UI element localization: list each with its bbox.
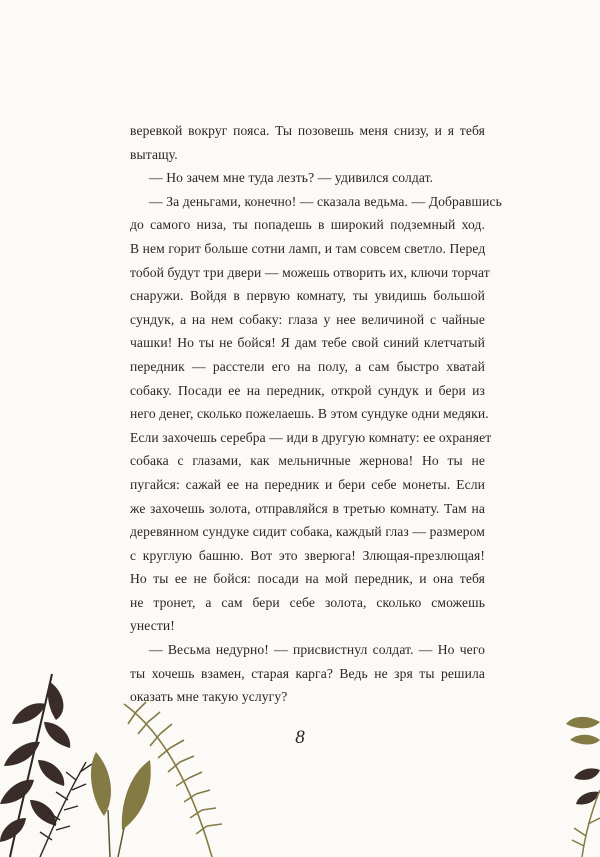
leaf-branch-icon xyxy=(560,700,600,857)
text-line: собаку. Посади ее на передник, открой сундук и бери из xyxy=(130,382,485,398)
text-line: оказать мне такую услугу? xyxy=(130,689,288,705)
leaf-branch-icon xyxy=(0,660,230,857)
text-line: В нем горит больше сотни ламп, и там совсем светло. Перед xyxy=(130,240,486,256)
text-line: ты хочешь взамен, старая карга? Ведь не зря ты решила xyxy=(130,665,485,681)
text-line: — Весьма недурно! — присвистнул солдат. — Но чего xyxy=(149,642,485,658)
text-line: же захочешь золота, отправляйся в третью комнату. Там на xyxy=(130,500,485,516)
text-line: веревкой вокруг пояса. Ты позовешь меня снизу, и я тебя xyxy=(130,123,485,138)
text-line: снаружи. Войдя в первую комнату, ты увидишь большой xyxy=(130,288,485,304)
text-line: передник — расстели его на полу, а сам быстро хватай xyxy=(130,358,485,374)
text-line: с круглую башню. Вот это зверюга! Злющая-презлющая! xyxy=(130,547,485,563)
text-line: до самого низа, ты попадешь в широкий подземный ход. xyxy=(130,217,485,233)
text-line: унести! xyxy=(130,618,175,634)
body-text xyxy=(130,119,502,709)
text-line: — Но зачем мне туда лезть? — удивился солдат. xyxy=(149,170,434,186)
text-line: не тронет, а сам бери себе золота, сколько сможешь xyxy=(130,594,485,610)
text-line: него денег, сколько пожелаешь. В этом сундуке одни медяки. xyxy=(130,406,489,422)
text-line: чашки! Но ты не бойся! Я дам тебе свой синий клетчатый xyxy=(130,335,485,351)
text-line: деревянном сундуке сидит собака, каждый глаз — размером xyxy=(130,524,485,540)
text-line: собака с глазами, как мельничные жернова! Но ты не xyxy=(130,453,485,469)
text-line: Но ты ее не бойся: посади на мой передник, и она тебя xyxy=(130,571,485,587)
right-olive-leaves-icon xyxy=(566,717,600,745)
olive-leaves-icon xyxy=(91,752,151,857)
text-line: вытащу. xyxy=(130,146,178,162)
text-line: пугайся: сажай ее на передник и бери себе монеты. Если xyxy=(130,476,485,492)
text-line: сундук, а на нем собаку: глаза у нее величиной с чайные xyxy=(130,311,485,327)
page-number: 8 xyxy=(295,727,305,748)
text-line: Если захочешь серебра — иди в другую комнату: ее охраняет xyxy=(130,429,492,445)
text-line: — За деньгами, конечно! — сказала ведьма. — Добравшись xyxy=(149,193,502,209)
text-line: тобой будут три двери — можешь отворить их, ключи торчат xyxy=(130,264,490,280)
